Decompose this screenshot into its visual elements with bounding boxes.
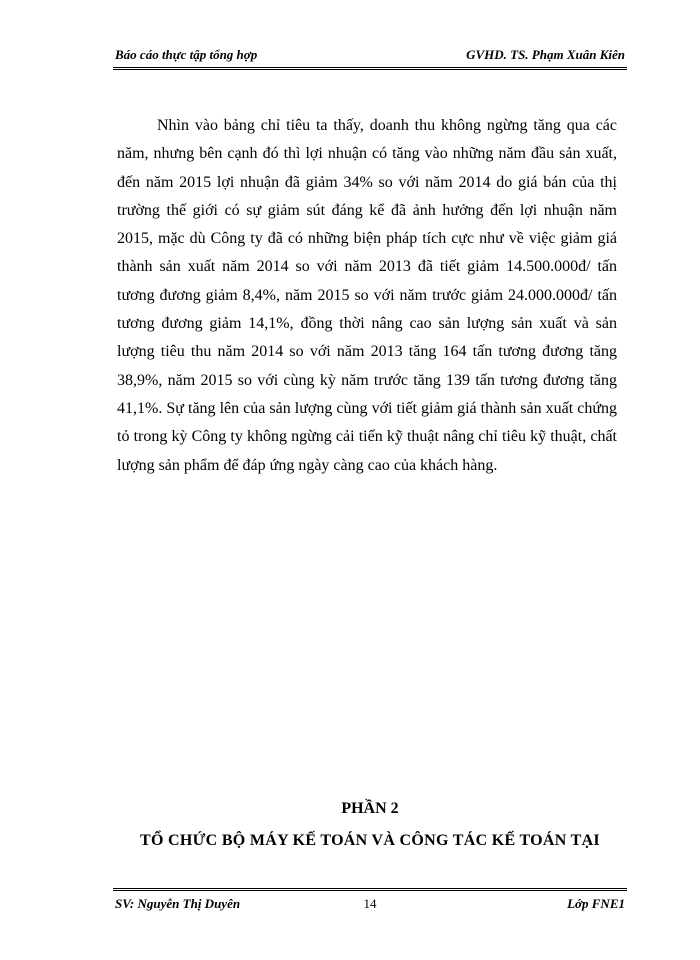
page-footer (113, 888, 627, 917)
body-paragraph: Nhìn vào bảng chỉ tiêu ta thấy, doanh thu không ngừng tăng qua các năm, nhưng bên cạnh đó thì lợi nhuận có tăng vào những năm đầu sản xuất, đến năm 2015 lợi nhuận đã giảm 34% so với năm 2014 do giá bán của thị trường thế giới có sự giảm sút đáng kể đã ảnh hưởng đến lợi nhuận năm 2015, mặc dù Công ty đã có những biện pháp tích cực như về việc giảm giá thành sản xuất năm 2014 so với năm 2013 đã tiết giảm 14.500.000đ/ tấn tương đương giảm 8,4%, năm 2015 so với năm trước giảm 24.000.000đ/ tấn tương đương giảm 14,1%, đồng thời nâng cao sản lượng sản xuất và sản lượng tiêu thu năm 2014 so với năm 2013 tăng 164 tấn tương đương tăng 38,9%, năm 2015 so với cùng kỳ năm trước tăng 139 tấn tương đương tăng 41,1%. Sự tăng lên của sản lượng cùng với tiết giảm giá thành sản xuất chứng tỏ trong kỳ Công ty không ngừng cải tiến kỹ thuật nâng chỉ tiêu kỹ thuật, chất lượng sản phẩm để đáp ứng ngày càng cao của khách hàng. (117, 117, 617, 474)
part-heading: TỔ CHỨC BỘ MÁY KẾ TOÁN VÀ CÔNG TÁC KẾ TOÁN TẠI (140, 832, 600, 849)
header-report-title: Báo cáo thực tập tổng hợp (115, 47, 258, 62)
footer-student-name: SV: Nguyễn Thị Duyên (115, 896, 241, 911)
page-header (113, 45, 627, 70)
part-number: PHẦN 2 (341, 800, 399, 817)
footer-class: Lớp FNE1 (567, 896, 625, 911)
footer-page-number: 14 (363, 896, 377, 911)
header-supervisor: GVHD. TS. Phạm Xuân Kiên (466, 47, 625, 62)
